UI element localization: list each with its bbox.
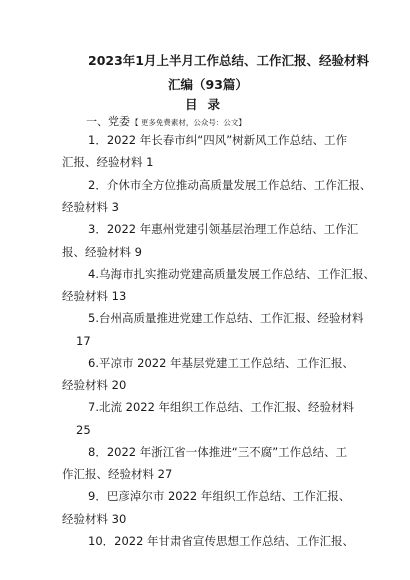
toc-heading: 目录 xyxy=(185,97,231,112)
document-title-line-2: 汇编（93篇） xyxy=(168,77,248,92)
toc-entry-5-line-1: 5.台州高质量推进党建工作总结、工作汇报、经验材料 xyxy=(88,311,364,325)
toc-entry-2-line-1: 2．介休市全方位推动高质量发展工作总结、工作汇报、 xyxy=(88,178,372,192)
toc-entry-9-line-1: 9．巴彦淖尔市 2022 年组织工作总结、工作汇报、 xyxy=(88,489,351,503)
toc-entry-5-line-2: 17 xyxy=(76,334,91,348)
toc-entry-8-line-1: 8．2022 年浙江省一体推进“三不腐”工作总结、工 xyxy=(88,445,348,459)
toc-entry-4-line-2: 经验材料 13 xyxy=(62,289,127,303)
toc-entry-8-line-2: 作汇报、经验材料 27 xyxy=(62,467,173,481)
toc-entry-6-line-2: 经验材料 20 xyxy=(62,378,127,392)
toc-entry-1-line-2: 汇报、经验材料 1 xyxy=(62,155,154,169)
section-heading xyxy=(86,113,246,129)
toc-entry-1-line-1: 1．2022 年长春市纠“四风”树新风工作总结、工作 xyxy=(88,133,348,147)
promo-note: 【 更多免费素材，公众号：公文】 xyxy=(131,118,246,127)
toc-entry-3-line-1: 3．2022 年惠州党建引领基层治理工作总结、工作汇 xyxy=(88,222,359,236)
toc-entry-2-line-2: 经验材料 3 xyxy=(62,200,119,214)
toc-entry-9-line-2: 经验材料 30 xyxy=(62,512,127,526)
toc-entry-4-line-1: 4.乌海市扎实推动党建高质量发展工作总结、工作汇报、 xyxy=(88,267,375,281)
toc-entry-7-line-1: 7.北流 2022 年组织工作总结、工作汇报、经验材料 xyxy=(88,400,355,414)
toc-entry-3-line-2: 报、经验材料 9 xyxy=(62,245,142,259)
toc-entry-6-line-1: 6.平凉市 2022 年基层党建工工作总结、工作汇报、 xyxy=(88,356,355,370)
toc-entry-7-line-2: 25 xyxy=(76,423,91,437)
toc-entry-10-line-1: 10．2022 年甘肃省宣传思想工作总结、工作汇报、 xyxy=(88,534,355,548)
section-label: 一、党委 xyxy=(86,115,130,128)
document-title-line-1: 2023年1月上半月工作总结、工作汇报、经验材料 xyxy=(88,53,369,68)
